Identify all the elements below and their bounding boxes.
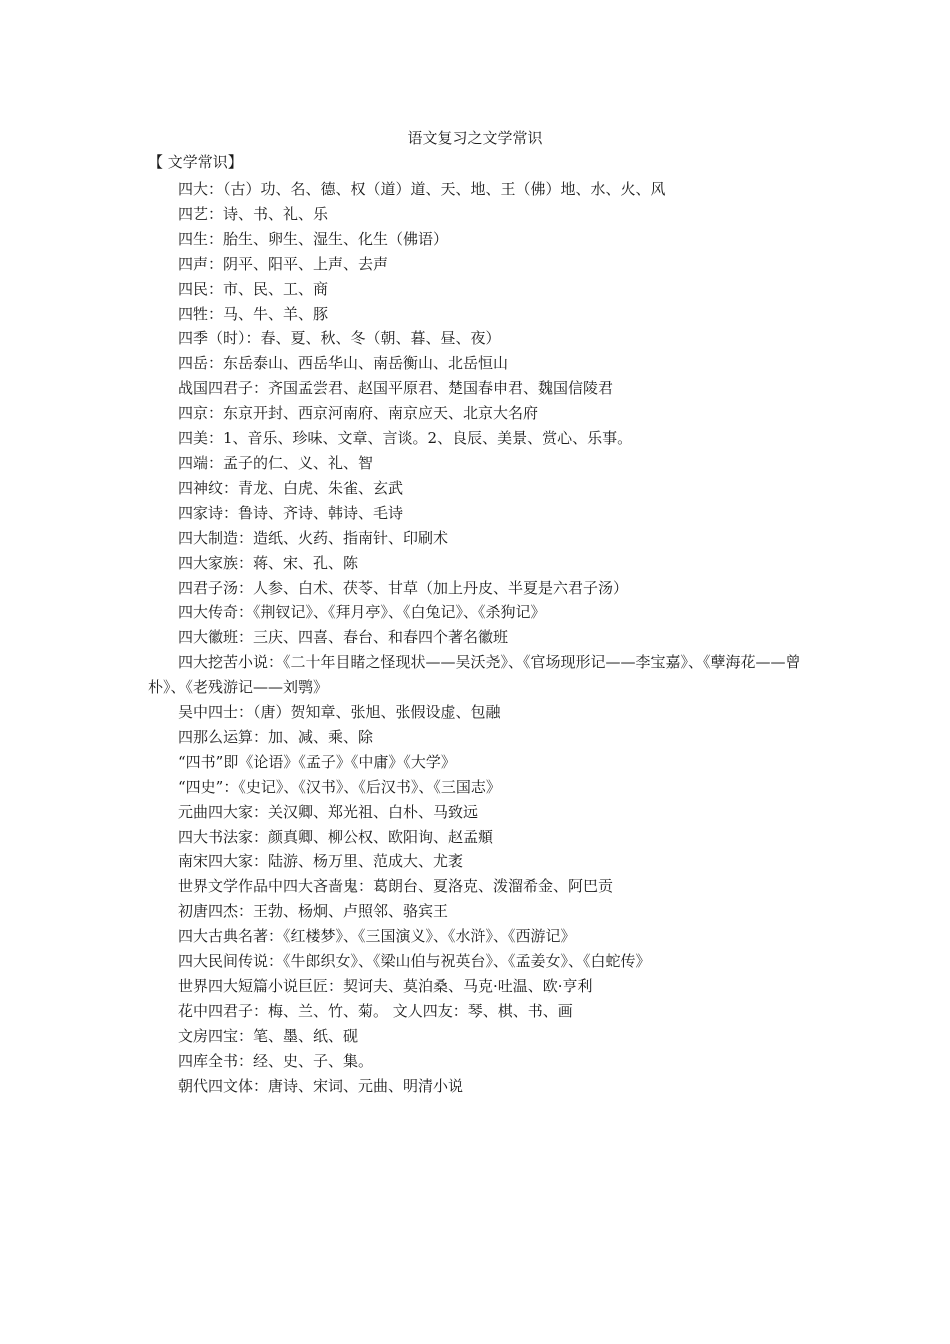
list-item: 四大挖苦小说：《二十年目睹之怪现状——吴沃尧》、《官场现形记——李宝嘉》、《孽海花——曾朴》、《老残游记——刘鹗》 [148, 653, 801, 697]
list-item: 四生：胎生、卵生、湿生、化生（佛语） [178, 229, 449, 248]
list-item: 元曲四大家：关汉卿、郑光祖、白朴、马致远 [178, 802, 479, 821]
list-item: 四美：1、音乐、珍味、文章、言谈。2、良辰、美景、赏心、乐事。 [178, 429, 633, 448]
list-item: 四大徽班：三庆、四喜、春台、和春四个著名徽班 [178, 628, 509, 647]
list-item: 吴中四士：（唐）贺知章、张旭、张假设虚、包融 [178, 703, 501, 722]
list-item: 世界文学作品中四大吝啬鬼：葛朗台、夏洛克、泼溜希金、阿巴贡 [178, 877, 614, 896]
list-item: 四大书法家：颜真卿、柳公权、欧阳询、赵孟頫 [178, 827, 494, 846]
list-item: 文房四宝：笔、墨、纸、砚 [178, 1026, 359, 1045]
entry-list [148, 177, 808, 1099]
list-item: 四库全书：经、史、子、集。 [178, 1051, 374, 1070]
list-item: “四书”即《论语》《孟子》《中庸》《大学》 [178, 752, 456, 771]
list-item: 四神纹：青龙、白虎、朱雀、玄武 [178, 478, 404, 497]
list-item: 四大：（古）功、名、德、权（道）道、天、地、王（佛）地、水、火、风 [178, 180, 666, 198]
list-item: 四牲：马、牛、羊、豚 [178, 304, 329, 323]
list-item: 四艺：诗、书、礼、乐 [178, 204, 329, 223]
list-item: 朝代四文体：唐诗、宋词、元曲、明清小说 [178, 1076, 464, 1095]
list-item: 四君子汤：人参、白术、茯苓、甘草（加上丹皮、半夏是六君子汤） [178, 578, 629, 597]
list-item: 四那么运算：加、减、乘、除 [178, 727, 374, 746]
list-item: “四史”：《史记》、《汉书》、《后汉书》、《三国志》 [178, 777, 501, 796]
list-item: 世界四大短篇小说巨匠：契诃夫、莫泊桑、马克·吐温、欧·亨利 [178, 977, 593, 995]
list-item: 四大传奇：《荆钗记》、《拜月亭》、《白兔记》、《杀狗记》 [178, 603, 546, 622]
list-item: 四京：东京开封、西京河南府、南京应天、北京大名府 [178, 404, 539, 423]
list-item: 四大家族：蒋、宋、孔、陈 [178, 553, 359, 572]
list-item: 四大民间传说：《牛郎织女》、《梁山伯与祝英台》、《孟姜女》、《白蛇传》 [178, 952, 651, 971]
list-item: 四大制造：造纸、火药、指南针、印刷术 [178, 528, 449, 547]
list-item: 四季（时）：春、夏、秋、冬（朝、暮、昼、夜） [178, 329, 501, 348]
document-title: 语文复习之文学常识 [407, 129, 543, 147]
list-item: 四端：孟子的仁、义、礼、智 [178, 453, 374, 472]
section-heading: 【 文学常识】 [148, 153, 243, 171]
list-item: 四家诗：鲁诗、齐诗、韩诗、毛诗 [178, 503, 404, 522]
list-item: 花中四君子：梅、兰、竹、菊。 文人四友：琴、棋、书、画 [178, 1001, 573, 1020]
list-item: 南宋四大家：陆游、杨万里、范成大、尤袤 [178, 852, 464, 871]
list-item: 四民：市、民、工、商 [178, 279, 329, 298]
list-item: 初唐四杰：王勃、杨炯、卢照邻、骆宾王 [178, 902, 449, 921]
list-item: 四声：阴平、阳平、上声、去声 [178, 254, 389, 273]
list-item: 战国四君子：齐国孟尝君、赵国平原君、楚国春申君、魏国信陵君 [178, 379, 614, 398]
list-item: 四岳：东岳泰山、西岳华山、南岳衡山、北岳恒山 [178, 354, 509, 373]
list-item: 四大古典名著：《红楼梦》、《三国演义》、《水浒》、《西游记》 [178, 927, 576, 946]
